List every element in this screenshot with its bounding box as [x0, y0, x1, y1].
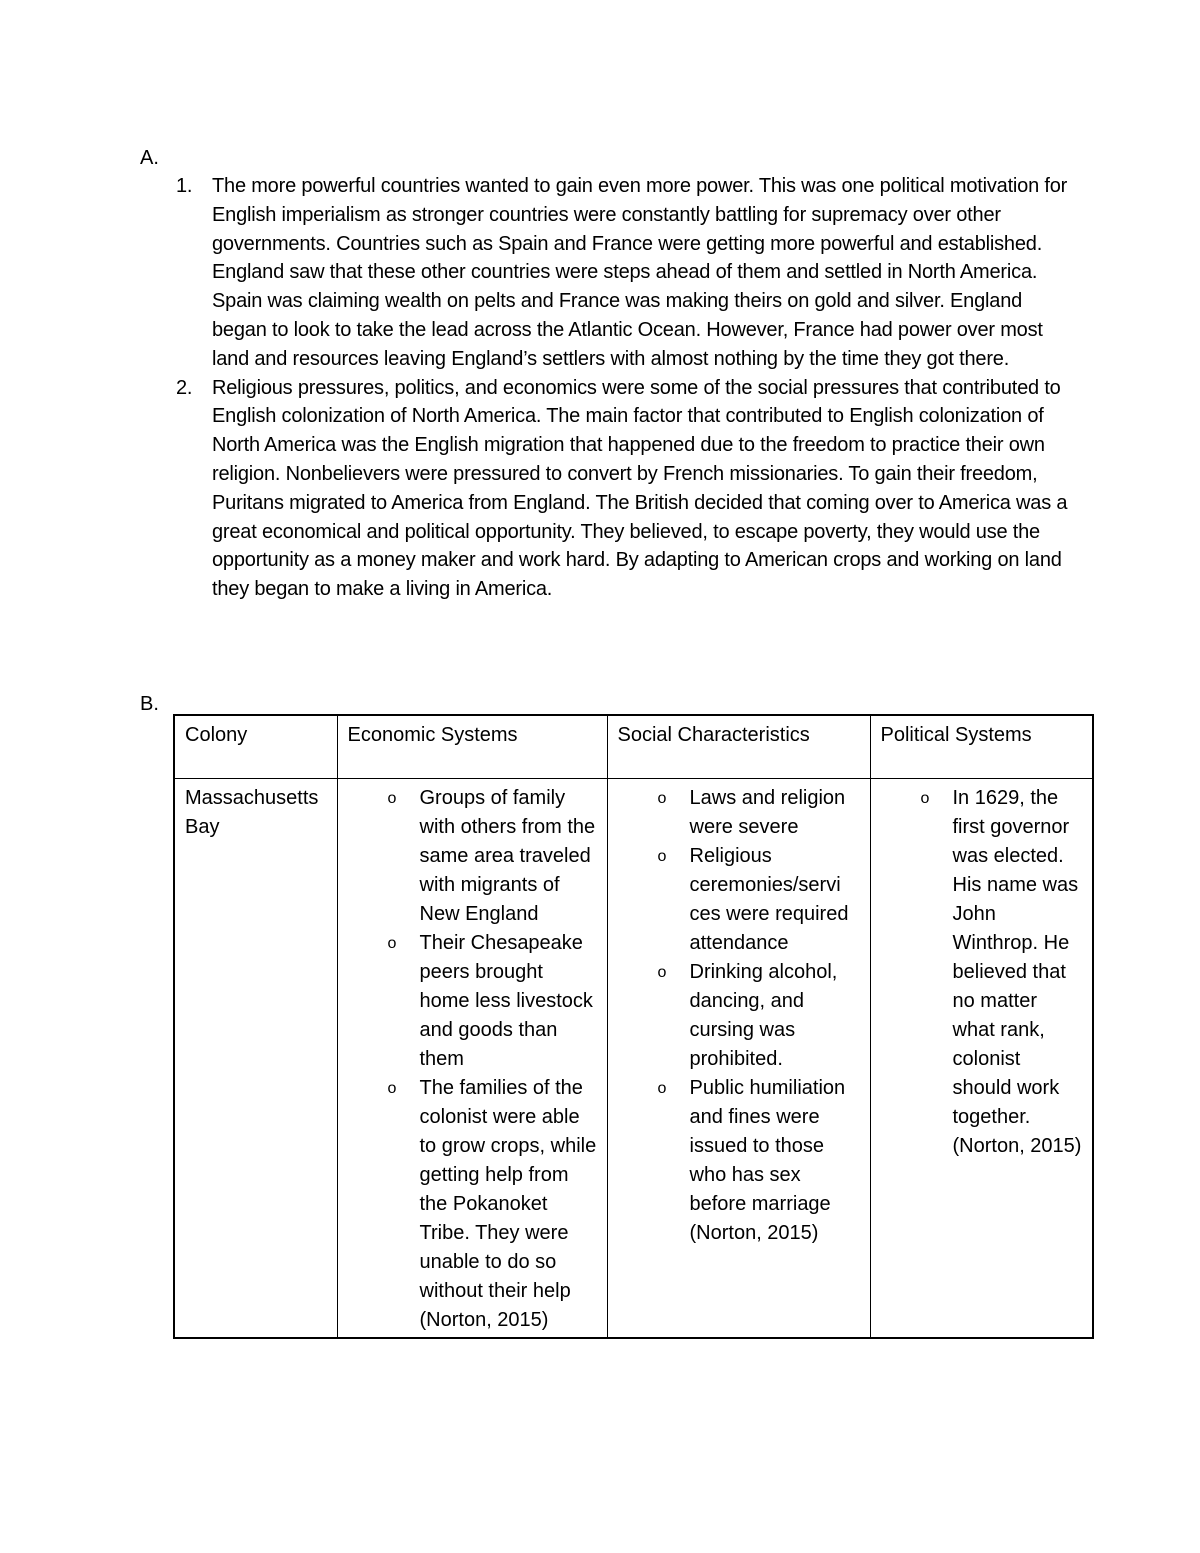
- social-text: Public humiliation and fines were issued to those who has sex before marriage (Norton, 2015): [689, 1077, 846, 1244]
- table-row: [174, 779, 1093, 1339]
- economic-text: Groups of family with others from the same area traveled with migrants of New England: [419, 787, 596, 925]
- section-b-label: B.: [140, 693, 159, 715]
- bullet-icon: o: [920, 790, 930, 807]
- political-list: [881, 784, 1083, 1161]
- bullet-icon: o: [387, 1080, 397, 1097]
- social-text: Religious ceremonies/servi ces were required attendance: [689, 845, 849, 954]
- bullet-icon: o: [657, 790, 667, 807]
- list-item: [881, 784, 1083, 1161]
- bullet-icon: o: [657, 848, 667, 865]
- colonies-table: [173, 714, 1094, 1339]
- list-item-number: 1.: [176, 175, 193, 197]
- list-item: [172, 172, 1072, 374]
- cell-economic: [337, 779, 607, 1339]
- header-social-characteristics: Social Characteristics: [607, 715, 870, 779]
- economic-list: [348, 784, 597, 1335]
- cell-social: [607, 779, 870, 1339]
- bullet-icon: o: [387, 790, 397, 807]
- header-colony: Colony: [174, 715, 337, 779]
- header-political-systems: Political Systems: [870, 715, 1093, 779]
- section-a-list: [172, 172, 1072, 604]
- list-item-text: The more powerful countries wanted to gain even more power. This was one political motivation for English imperialism as stronger countries were constantly battling for supremacy over other governments. Countries such as Spain and France were getting more powerful and established. England saw that these other countries were steps ahead of them and settled in North America. Spain was claiming wealth on pelts and France was making theirs on gold and silver. England began to look to take the lead across the Atlantic Ocean. However, France had power over most land and resources leaving England’s settlers with almost nothing by the time they got there.: [212, 175, 1068, 370]
- list-item: [618, 958, 860, 1074]
- bullet-icon: o: [657, 1080, 667, 1097]
- list-item: [348, 929, 597, 1074]
- social-text: Laws and religion were severe: [689, 787, 846, 838]
- bullet-icon: o: [657, 964, 667, 981]
- list-item: [172, 374, 1072, 604]
- list-item: [618, 784, 860, 842]
- cell-political: [870, 779, 1093, 1339]
- list-item-text: Religious pressures, politics, and economics were some of the social pressures that contributed to English colonization of North America. The main factor that contributed to English colonization of North America was the English migration that happened due to the freedom to practice their own religion. Nonbelievers were pressured to convert by French missionaries. To gain their freedom, Puritans migrated to America from England. The British decided that coming over to America was a great economical and political opportunity. They believed, to escape poverty, they would use the opportunity as a money maker and work hard. By adapting to American crops and working on land they began to make a living in America.: [212, 376, 1068, 601]
- list-item: [618, 842, 860, 958]
- colony-name: Massachusetts Bay: [185, 787, 319, 838]
- list-item: [348, 784, 597, 929]
- list-item: [348, 1074, 597, 1335]
- table-header-row: [174, 715, 1093, 779]
- bullet-icon: o: [387, 935, 397, 952]
- list-item: [618, 1074, 860, 1248]
- social-text: Drinking alcohol, dancing, and cursing was prohibited.: [689, 961, 838, 1070]
- header-economic-systems: Economic Systems: [337, 715, 607, 779]
- political-text: In 1629, the first governor was elected. His name was John Winthrop. He believed that no matter what rank, colonist should work together. (Norton, 2015): [952, 787, 1082, 1157]
- economic-text: Their Chesapeake peers brought home less livestock and goods than them: [419, 932, 593, 1070]
- section-a-label: A.: [140, 147, 159, 169]
- social-list: [618, 784, 860, 1248]
- list-item-number: 2.: [176, 376, 193, 399]
- cell-colony: [174, 779, 337, 1339]
- economic-text: The families of the colonist were able to grow crops, while getting help from the Pokanoket Tribe. They were unable to do so without their help (Norton, 2015): [419, 1077, 597, 1331]
